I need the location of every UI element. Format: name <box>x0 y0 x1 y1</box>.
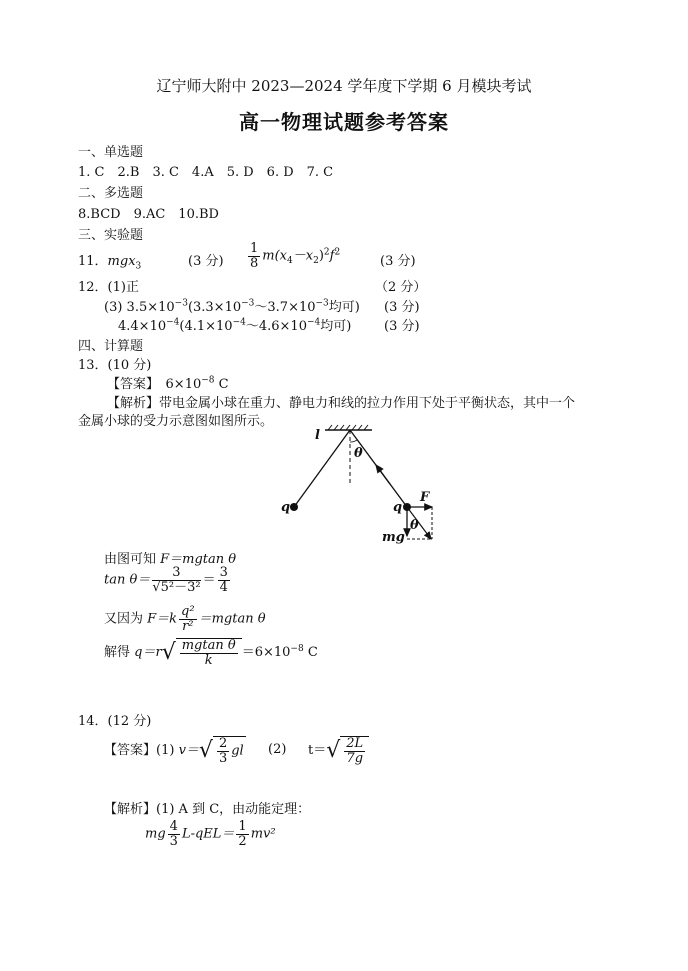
label-mg: mg <box>382 530 405 545</box>
q13-answer: 【答案】 $6\times 10^{-8}$ C <box>107 375 229 392</box>
q11-number: 11． <box>78 254 108 269</box>
equation-2: tan θ＝ $\frac{3}{\text{√5²－3²}}$ ＝ $\frac{3}{4}$ <box>104 565 228 595</box>
q14-answer-2-label: (2) <box>268 742 287 757</box>
q13-analysis-line-1: 【解析】带电金属小球在重力、静电力和线的拉力作用下处于平衡状态，其中一个 <box>107 396 576 411</box>
label-theta-bottom: θ <box>410 518 419 533</box>
q14-answer-2: t＝√ $\frac{2L}{7g}$ <box>308 736 369 765</box>
section-heading-calculation: 四、计算题 <box>78 339 144 354</box>
left-thread <box>294 430 350 507</box>
q14-answer: 【答案】(1) v＝√ $\frac{2}{3}$ gl <box>104 736 244 766</box>
section-heading-experiment: 三、实验题 <box>78 228 144 243</box>
q11-score-1: (3 分) <box>188 254 224 269</box>
label-q-right: q <box>393 500 403 515</box>
q12-line-1: 12．(1)正 <box>78 280 139 295</box>
q11-answer-2: $\frac{1}{8}$ $m(x_4-x_2)^2f^2$ <box>250 241 341 271</box>
label-force-f: F <box>420 490 430 505</box>
exam-title: 辽宁师大附中 2023—2024 学年度下学期 6 月模块考试 <box>156 77 532 95</box>
multi-choice-answers: 8.BCD 9.AC 10.BD <box>78 207 219 222</box>
single-choice-answers: 1. C 2.B 3. C 4.A 5. D 6. D 7. C <box>78 165 334 180</box>
label-theta-top: θ <box>354 446 363 461</box>
section-heading-single-choice: 一、单选题 <box>78 145 144 160</box>
section-heading-multi-choice: 二、多选题 <box>78 186 144 201</box>
q13-analysis-line-2: 金属小球的受力示意图如图所示。 <box>78 414 274 429</box>
q14-heading: 14．(12 分) <box>78 714 152 729</box>
force-diagram <box>280 422 450 547</box>
q11-answer-1: mgx <box>107 254 136 269</box>
q14-equation: mg $\frac{4}{3}$ L-qEL＝ $\frac{1}{2}$ mv² <box>145 819 276 849</box>
q13-heading: 13．(10 分) <box>78 358 152 373</box>
q12-line-3: $4.4\times 10^{-4}(4.1\times 10^{-4}\sim 4.6\times 10^{-4}$均可) <box>118 317 352 334</box>
q12-line-2: (3) $3.5\times 10^{-3}(3.3\times 10^{-3}\sim 3.7\times 10^{-3}$均可) <box>104 298 360 315</box>
equation-1: 由图可知 F＝mgtan θ <box>104 552 237 567</box>
q12-score-1: （2 分） <box>375 280 427 295</box>
q11-line: 11．mgx$_3$ <box>78 254 142 272</box>
q12-score-3: (3 分) <box>384 319 420 334</box>
q14-analysis: 【解析】(1) A 到 C，由动能定理： <box>104 802 311 817</box>
q12-score-2: (3 分) <box>384 300 420 315</box>
label-l: l <box>315 428 320 443</box>
left-ball <box>290 503 298 511</box>
answer-title: 高一物理试题参考答案 <box>239 110 449 134</box>
tension-arrow <box>376 465 390 484</box>
equation-4: 解得 q＝r√ $\frac{\text{mgtan θ}}{k}$ $=6\times 10^{-8}$ C <box>104 638 318 668</box>
q11-score-2: (3 分) <box>380 254 416 269</box>
equation-3: 又因为 F＝k $\frac{\text{q²}}{\text{r²}}$ ＝mgtan θ <box>104 604 266 634</box>
label-q-left: q <box>281 500 291 515</box>
